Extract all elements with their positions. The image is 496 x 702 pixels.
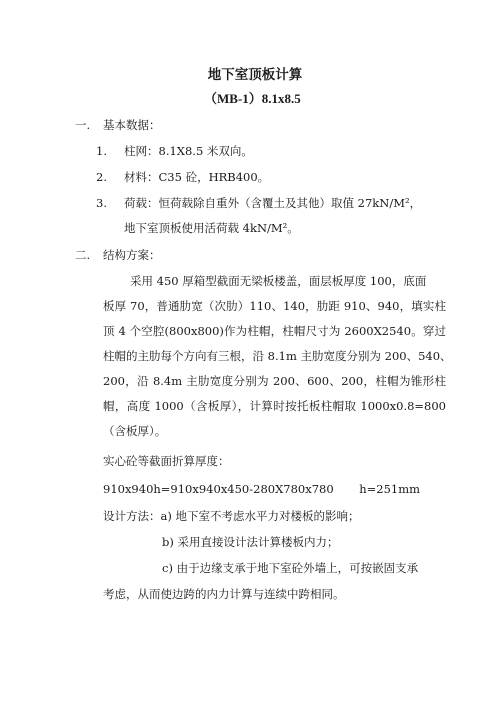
item-3-text: 荷载：恒荷载除自重外（含覆土及其他）取值 27kN/M²， [124,196,422,210]
paragraph-line-4: 柱帽的主肋每个方向有三根，沿 8.1m 主肋宽度分别为 200、540、 [103,349,452,363]
paragraph-line-3: 顶 4 个空腔(800x800)作为柱帽，柱帽尺寸为 2600X2540。穿过 [103,324,446,338]
paragraph-line-5: 200，沿 8.4m 主肋宽度分别为 200、600、200，柱帽为锥形柱 [103,374,446,388]
paragraph-line-1: 采用 450 厚箱型截面无梁板楼盖，面层板厚度 100，底面 [130,274,427,288]
equivalent-thickness-label: 实心砼等截面折算厚度： [103,454,230,468]
design-method-c-line-2: 考虑，从而使边跨的内力计算与连续中跨相同。 [103,587,345,601]
item-1-text: 柱网：8.1X8.5 米双向。 [124,144,253,158]
page-subtitle: （MB-1）8.1x8.5 [204,91,301,106]
section-1-number: 一. [75,118,91,132]
paragraph-line-6: 帽，高度 1000（含板厚），计算时按托板柱帽取 1000x0.8=800 [103,399,446,413]
item-2-text: 材料：C35 砼，HRB400。 [124,170,270,184]
section-1-heading: 基本数据： [103,118,161,132]
paragraph-line-7: （含板厚）。 [103,424,167,438]
design-method-b: b) 采用直接设计法计算楼板内力； [162,535,339,549]
section-2-number: 二. [75,248,91,262]
item-3-number: 3. [96,196,107,210]
item-2-number: 2. [96,170,107,184]
page-title: 地下室顶板计算 [207,67,303,83]
paragraph-line-2: 板厚 70，普通肋宽（次肋）110、140，肋距 910、940，填实柱 [103,299,446,313]
design-method-a: 设计方法：a) 地下室不考虑水平力对楼板的影响； [103,509,360,523]
equivalent-thickness-formula: 910x940h=910x940x450-280X780x780 h=251mm [103,482,421,496]
item-1-number: 1. [96,144,107,158]
item-3-continuation: 地下室顶板使用活荷载 4kN/M²。 [124,221,299,235]
section-2-heading: 结构方案： [103,248,161,262]
design-method-c-line-1: c) 由于边缘支承于地下室砼外墙上，可按嵌固支承 [162,561,419,575]
